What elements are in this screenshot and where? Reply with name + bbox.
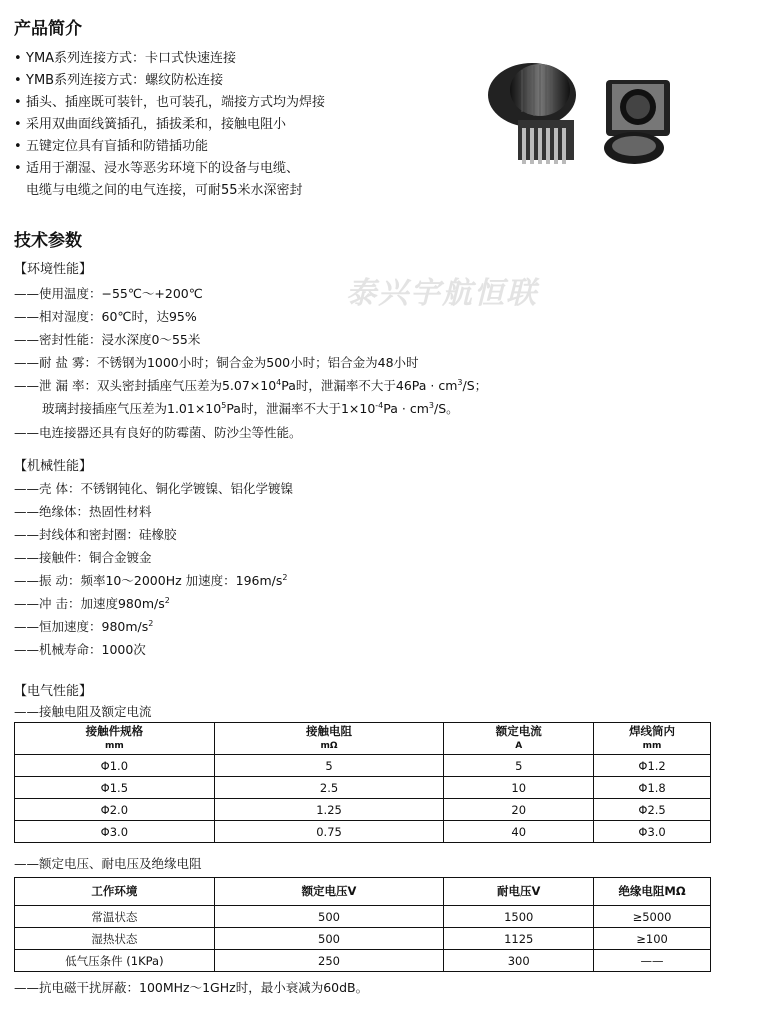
table-header: 额定电流 A: [444, 723, 594, 755]
elec-emi: ——抗电磁干扰屏蔽：100MHz～1GHz时，最小衰减为60dB。: [14, 980, 369, 995]
elec-sub1: ——接触电阻及额定电流: [14, 704, 152, 719]
table-cell: Φ1.5: [15, 777, 215, 799]
env-line: ——密封性能：浸水深度0～55米: [14, 332, 201, 347]
bullet-item: • 插头、插座既可装针，也可装孔，端接方式均为焊接: [14, 95, 326, 110]
bullet-item: • 适用于潮湿、浸水等恶劣环境下的设备与电缆、: [14, 161, 300, 176]
table-cell: ≥100: [594, 928, 711, 950]
env-line: ——耐 盐 雾：不锈钢为1000小时；铜合金为500小时；铝合金为48小时: [14, 355, 419, 370]
mech-line: ——绝缘体：热固性材料: [14, 504, 152, 519]
table-cell: Φ1.2: [594, 755, 711, 777]
table-cell: ——: [594, 950, 711, 972]
table-cell: 20: [444, 799, 594, 821]
bullet-item: • YMA系列连接方式：卡口式快速连接: [14, 51, 237, 66]
mech-line: ——封线体和密封圈：硅橡胶: [14, 527, 177, 542]
elec-title: 【电气性能】: [14, 684, 93, 699]
tech-title: 技术参数: [14, 231, 82, 251]
bullet-item: 电缆与电缆之间的电气连接，可耐55米水深密封: [26, 183, 303, 198]
table-row: [15, 799, 711, 821]
intro-bullets: [14, 48, 325, 202]
table-cell: 500: [214, 906, 444, 928]
table-header: 额定电压V: [214, 878, 444, 906]
env-line: ——电连接器还具有良好的防霉菌、防沙尘等性能。: [14, 425, 302, 440]
table-cell: 500: [214, 928, 444, 950]
table-row: [15, 821, 711, 843]
mech-line: ——机械寿命：1000次: [14, 642, 146, 657]
table-cell: Φ3.0: [594, 821, 711, 843]
env-line: ——相对湿度：60℃时，达95%: [14, 309, 197, 324]
table-cell: 1500: [444, 906, 594, 928]
env-title: 【环境性能】: [14, 262, 93, 277]
table-cell: Φ2.0: [15, 799, 215, 821]
mech-line: ——接触件：铜合金镀金: [14, 550, 152, 565]
env-leak-line: ——泄 漏 率：双头密封插座气压差为$5.07\times 10^4Pa$时，泄漏率不大于$46Pa \cdot cm^3/S$；: [14, 377, 488, 393]
bullet-item: • 五键定位具有盲插和防错插功能: [14, 139, 209, 154]
table-cell: ≥5000: [594, 906, 711, 928]
table-cell: 湿热状态: [15, 928, 215, 950]
table-cell: Φ2.5: [594, 799, 711, 821]
table-header-row: [15, 878, 711, 906]
voltage-insulation-table: [14, 877, 711, 972]
table-row: [15, 928, 711, 950]
table-header-row: [15, 723, 711, 755]
table-cell: 5: [214, 755, 444, 777]
bullet-item: • YMB系列连接方式：螺纹防松连接: [14, 73, 224, 88]
env-line: ——使用温度：−55℃～+200℃: [14, 286, 203, 301]
receptacle-connector-image: [598, 74, 678, 169]
table-cell: 40: [444, 821, 594, 843]
table-header: 接触件规格 mm: [15, 723, 215, 755]
bullet-item: • 采用双曲面线簧插孔，插拔柔和，接触电阻小: [14, 117, 287, 132]
table-cell: Φ3.0: [15, 821, 215, 843]
table-cell: 0.75: [214, 821, 444, 843]
table-cell: 低气压条件 (1KPa): [15, 950, 215, 972]
mech-line: ——壳 体：不锈钢钝化、铜化学镀镍、铝化学镀镍: [14, 481, 293, 496]
table-row: [15, 777, 711, 799]
env-leak-line-2: 玻璃封接插座气压差为$1.01\times 10^5Pa$时，泄漏率不大于$1\times 10^{-4}Pa \cdot cm^3/S$。: [42, 400, 459, 416]
table-header: 耐电压V: [444, 878, 594, 906]
elec-sub2: ——额定电压、耐电压及绝缘电阻: [14, 856, 202, 871]
table-cell: 300: [444, 950, 594, 972]
table-cell: 2.5: [214, 777, 444, 799]
table-cell: 常温状态: [15, 906, 215, 928]
mech-shock: ——冲 击：加速度$980m/s^2$: [14, 595, 170, 611]
table-row: [15, 950, 711, 972]
table-cell: 250: [214, 950, 444, 972]
table-row: [15, 755, 711, 777]
mech-const-accel: ——恒加速度：$980m/s^2$: [14, 618, 154, 634]
plug-connector-image: [482, 50, 592, 170]
table-cell: 5: [444, 755, 594, 777]
table-header: 绝缘电阻MΩ: [594, 878, 711, 906]
table-header: 工作环境: [15, 878, 215, 906]
intro-title: 产品简介: [14, 19, 82, 39]
table-header: 接触电阻 mΩ: [214, 723, 444, 755]
watermark: 泰兴宇航恒联: [346, 276, 538, 311]
table-cell: 10: [444, 777, 594, 799]
table-row: [15, 906, 711, 928]
table-header: 焊线筒内 mm: [594, 723, 711, 755]
table-cell: Φ1.8: [594, 777, 711, 799]
table-cell: Φ1.0: [15, 755, 215, 777]
table-cell: 1125: [444, 928, 594, 950]
mech-vibration: ——振 动：频率10～2000Hz 加速度：$196m/s^2$: [14, 572, 288, 588]
mech-title: 【机械性能】: [14, 459, 93, 474]
table-cell: 1.25: [214, 799, 444, 821]
contact-resistance-table: [14, 722, 711, 843]
